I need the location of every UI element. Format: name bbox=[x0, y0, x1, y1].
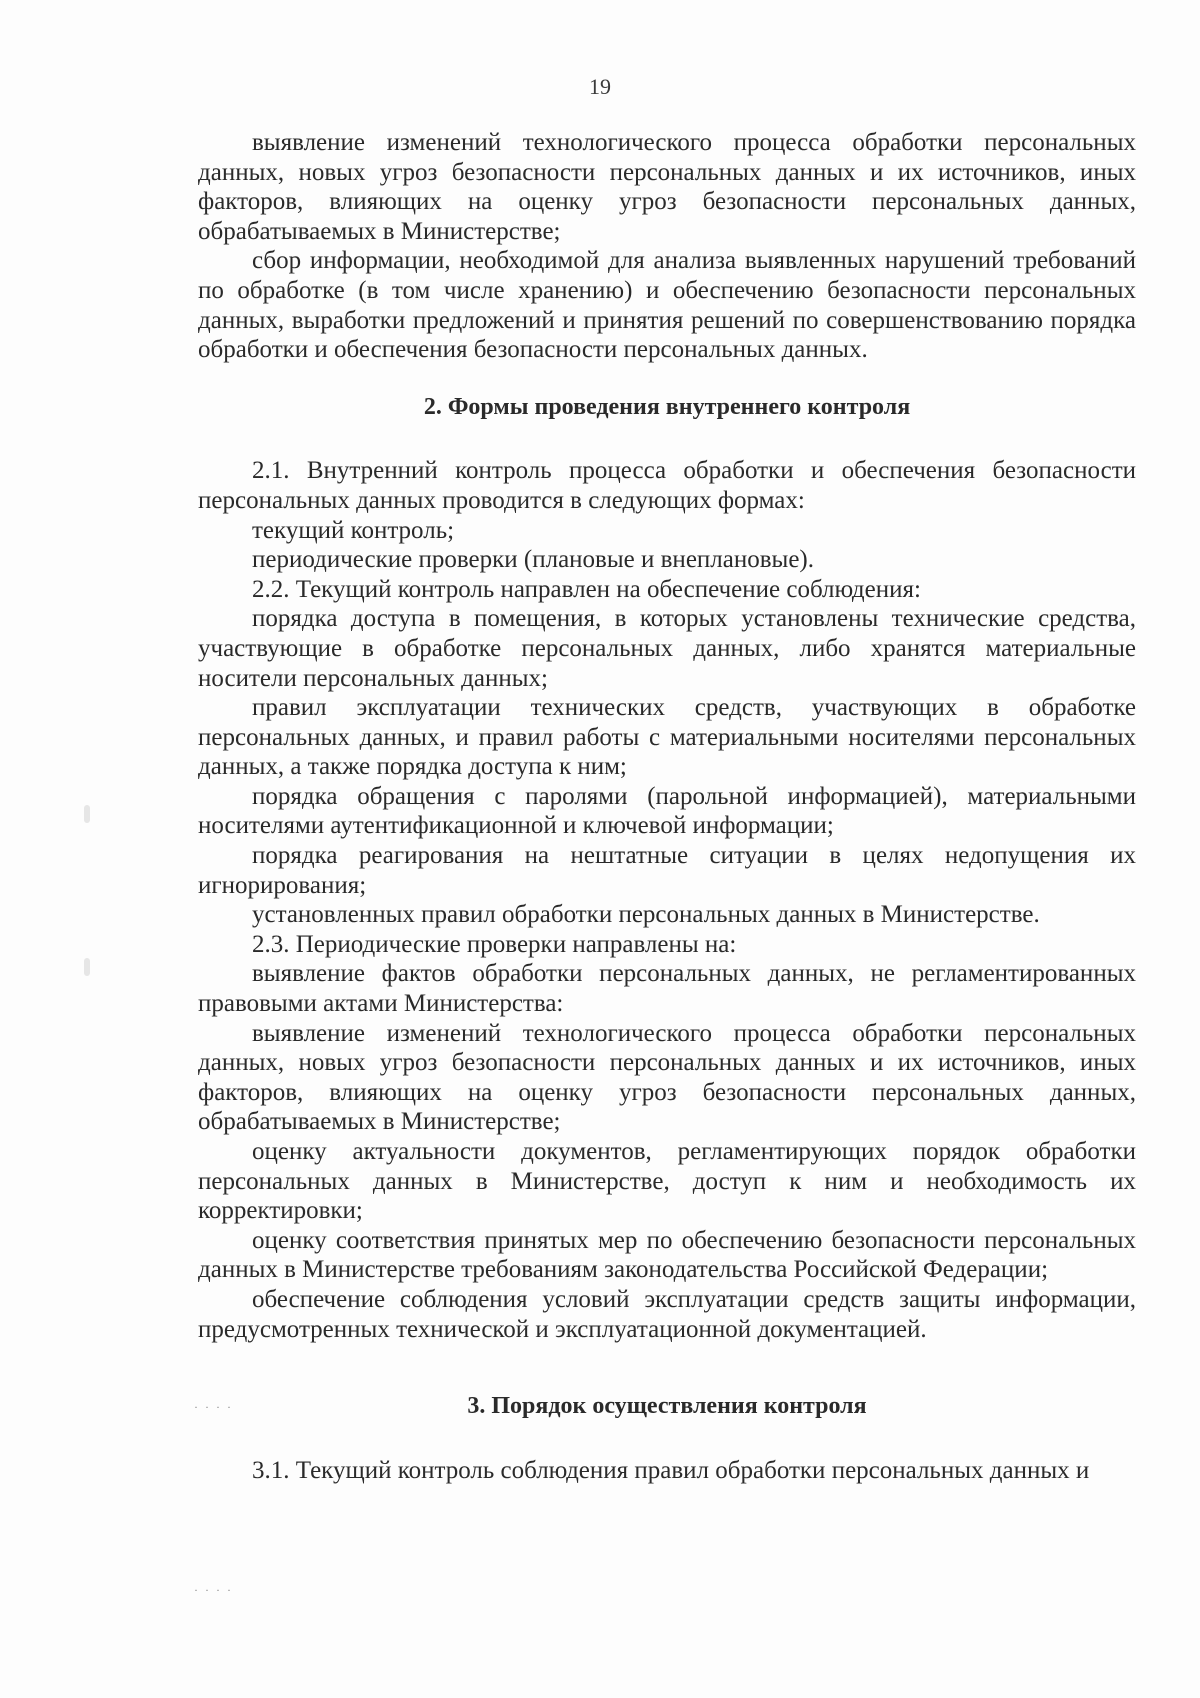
paragraph: установленных правил обработки персональных данных в Министерстве. bbox=[252, 901, 1040, 929]
section-heading: 2. Формы проведения внутреннего контроля bbox=[423, 393, 911, 420]
paragraph: оценку актуальности документов, регламентирующих порядок обработки персональных данных в Министерстве, доступ к ним и необходимость их корректировки; bbox=[198, 1138, 1136, 1225]
paragraph: 2.2. Текущий контроль направлен на обеспечение соблюдения: bbox=[252, 575, 921, 603]
paragraph: правил эксплуатации технических средств, участвующих в обработке персональных данных, и правил работы с материальными носителями персональных данных, а также порядка доступа к ним; bbox=[198, 694, 1136, 781]
paragraph: 2.1. Внутренний контроль процесса обработки и обеспечения безопасности персональных данных проводится в следующих формах: bbox=[198, 457, 1136, 514]
paragraph: выявление изменений технологического процесса обработки персональных данных, новых угроз безопасности персональных данных и их источников, иных факторов, влияющих на оценку угроз безопасности персональных данных, обрабатываемых в Министерстве; bbox=[198, 1019, 1136, 1136]
paragraph: порядка доступа в помещения, в которых установлены технические средства, участвующие в обработке персональных данных, либо хранятся материальные носители персональных данных; bbox=[198, 605, 1136, 692]
paragraph: порядка обращения с паролями (парольной информацией), материальными носителями аутентификационной и ключевой информации; bbox=[198, 782, 1136, 840]
paragraph: 2.3. Периодические проверки направлены на: bbox=[252, 930, 737, 958]
scan-speck bbox=[84, 805, 90, 823]
document-body bbox=[198, 128, 1136, 1485]
page-number: 19 bbox=[589, 74, 611, 99]
paragraph: 3.1. Текущий контроль соблюдения правил обработки персональных данных и bbox=[252, 1456, 1090, 1484]
paragraph: порядка реагирования на нештатные ситуации в целях недопущения их игнорирования; bbox=[198, 842, 1136, 899]
paragraph: выявление фактов обработки персональных данных, не регламентированных правовыми актами Министерства: bbox=[198, 960, 1136, 1018]
paragraph: оценку соответствия принятых мер по обеспечению безопасности персональных данных в Министерстве требованиям законодательства Российской Федерации; bbox=[198, 1226, 1136, 1284]
spacer bbox=[198, 422, 1136, 456]
scan-speck bbox=[84, 958, 90, 976]
scan-dots: · · · · bbox=[194, 1400, 233, 1414]
scan-dots: · · · · bbox=[194, 1583, 233, 1597]
spacer bbox=[198, 1422, 1136, 1456]
section-heading: 3. Порядок осуществления контроля bbox=[467, 1393, 867, 1420]
paragraph: сбор информации, необходимой для анализа выявленных нарушений требований по обработке (в том числе хранению) и обеспечению безопасности персональных данных, выработки предложений и принятия решений по совершенствованию порядка обработки и обеспечения безопасности персональных данных. bbox=[198, 247, 1136, 364]
spacer bbox=[198, 365, 1136, 393]
paragraph: текущий контроль; bbox=[252, 516, 455, 544]
paragraph: обеспечение соблюдения условий эксплуатации средств защиты информации, предусмотренных технической и эксплуатационной документацией. bbox=[198, 1285, 1136, 1343]
paragraph: выявление изменений технологического процесса обработки персональных данных, новых угроз безопасности персональных данных и их источников, иных факторов, влияющих на оценку угроз безопасности персональных данных, обрабатываемых в Министерстве; bbox=[198, 129, 1136, 245]
paragraph: периодические проверки (плановые и внеплановые). bbox=[252, 546, 815, 574]
spacer bbox=[198, 1344, 1136, 1392]
